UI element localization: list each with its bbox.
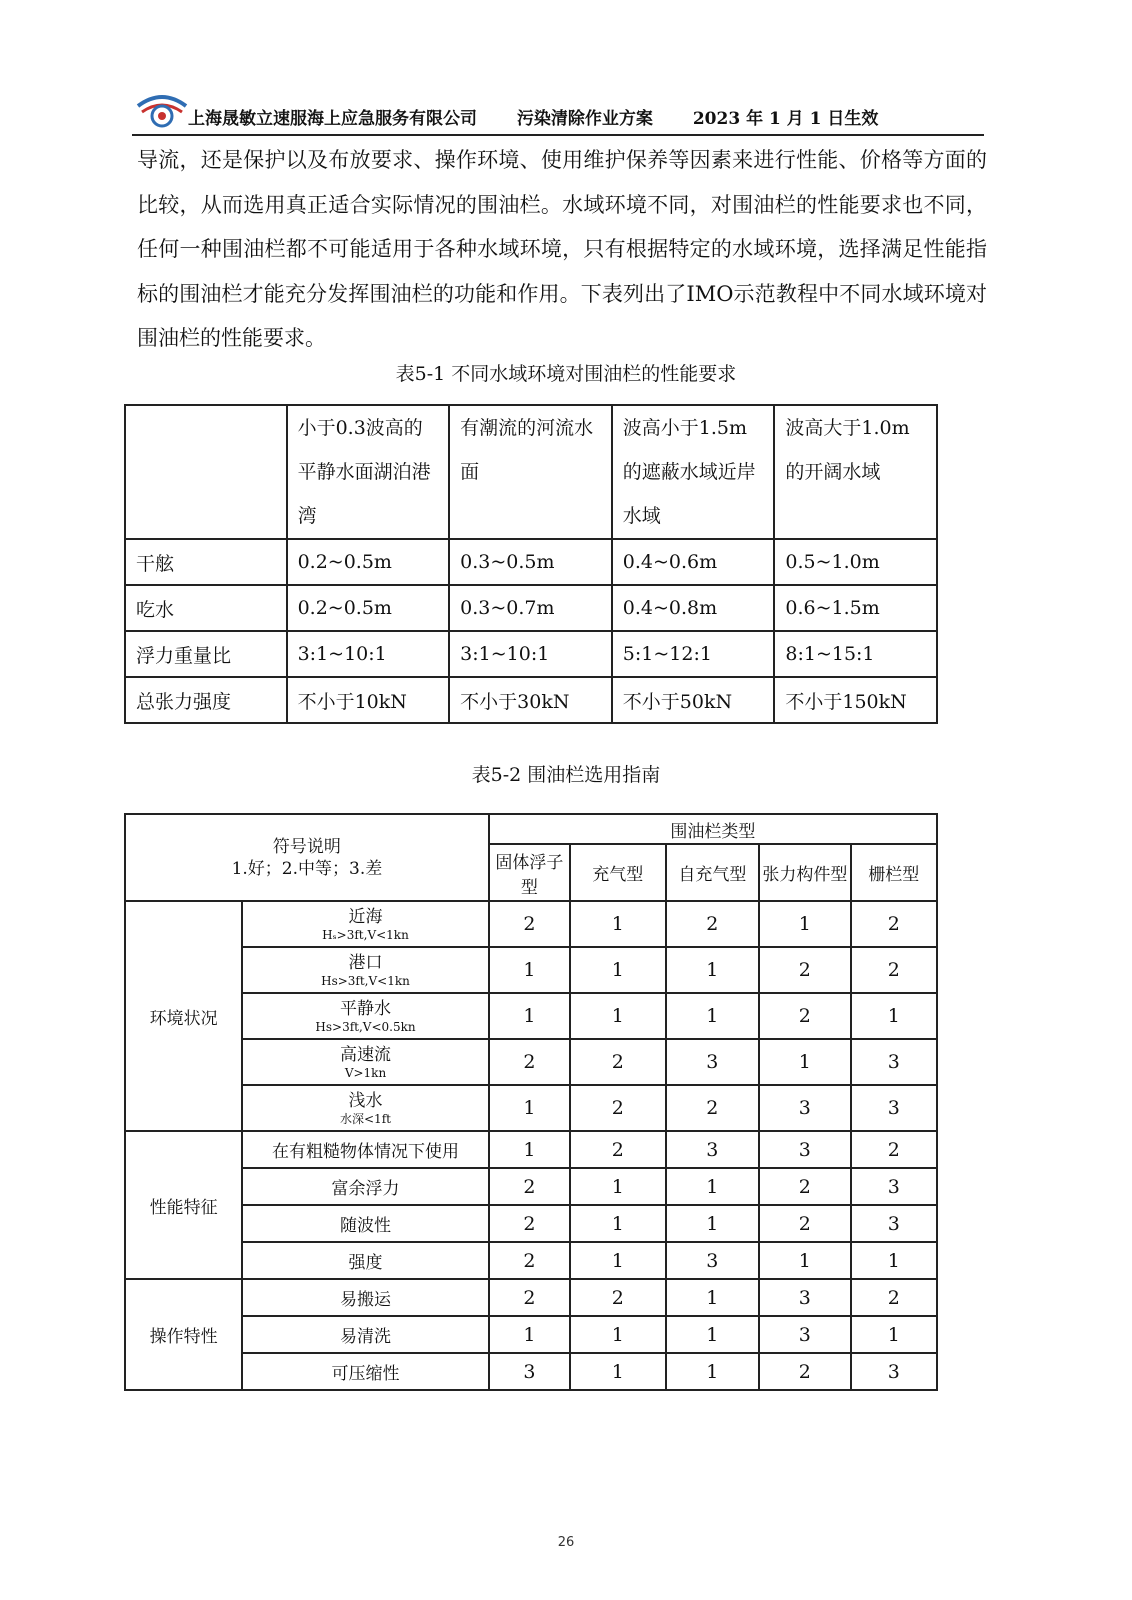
row-sublabel: Hs>3ft,V<1kn [321,974,410,988]
value-cell: 1 [570,901,666,947]
value-cell: 1 [666,1168,760,1205]
table-row [125,631,937,677]
table-boom-selection-guide [124,813,938,1391]
value-cell: 2 [759,1168,850,1205]
table-row [125,585,937,631]
value-cell: 1 [666,993,760,1039]
row-label: 在有粗糙物体情况下使用 [242,1131,489,1168]
value-cell: 1 [570,993,666,1039]
company-logo-icon [136,86,188,130]
value-cell: 2 [759,947,850,993]
value-cell: 2 [489,901,570,947]
value-cell: 2 [489,1242,570,1279]
group-label: 环境状况 [125,901,242,1131]
value-cell: 2 [851,901,937,947]
table1-cell: 0.6~1.5m [774,585,937,631]
type-cell: 充气型 [570,844,666,901]
row-label-cell [242,1085,489,1131]
table1-cell: 不小于50kN [612,677,775,723]
value-cell: 3 [851,1039,937,1085]
legend-title: 符号说明 [272,836,341,857]
type-cell: 固体浮子型 [489,844,570,901]
table-row [125,1353,937,1390]
row-label: 平静水 [339,999,391,1019]
table1-cell: 不小于150kN [774,677,937,723]
table1-cell: 吃水 [125,585,287,631]
value-cell: 3 [759,1085,850,1131]
value-cell: 1 [759,901,850,947]
row-label-cell [242,901,489,947]
value-cell: 1 [489,1085,570,1131]
table-row [125,1279,937,1316]
value-cell: 2 [666,901,760,947]
row-sublabel: Hs>3ft,V<0.5kn [315,1020,416,1034]
value-cell: 1 [570,1168,666,1205]
value-cell: 1 [489,993,570,1039]
value-cell: 1 [570,1205,666,1242]
table-row [125,1242,937,1279]
row-label: 港口 [348,953,383,973]
table1-cell: 3:1~10:1 [287,631,450,677]
table-row [125,1039,937,1085]
value-cell: 1 [759,1039,850,1085]
table-row [125,1168,937,1205]
value-cell: 3 [759,1279,850,1316]
page-number: 26 [557,1535,575,1550]
row-sublabel: 水深<1ft [340,1112,391,1126]
table1-cell: 0.4~0.8m [612,585,775,631]
value-cell: 2 [489,1039,570,1085]
table-row [125,1131,937,1168]
table1-header-cell: 波高大于1.0m的开阔水域 [774,405,937,539]
table1-cell: 干舷 [125,539,287,585]
row-label-cell [242,947,489,993]
table-row [125,677,937,723]
value-cell: 1 [489,1316,570,1353]
value-cell: 3 [851,1085,937,1131]
value-cell: 1 [851,1242,937,1279]
value-cell: 1 [570,1353,666,1390]
value-cell: 2 [570,1131,666,1168]
table1-header-cell [125,405,287,539]
body-paragraph: 导流，还是保护以及布放要求、操作环境、使用维护保养等因素来进行性能、价格等方面的比较，从而选用真正适合实际情况的围油栏。水域环境不同，对围油栏的性能要求也不同，任何一种围油栏都不可能适用于各种水域环境，只有根据特定的水域环境，选择满足性能指标的围油栏才能充分发挥围油栏的功能和作用。下表列出了IMO示范教程中不同水域环境对围油栏的性能要求。 [137,148,987,350]
row-label: 可压缩性 [242,1353,489,1390]
table1-header-cell: 小于0.3波高的平静水面湖泊港湾 [287,405,450,539]
value-cell: 2 [759,993,850,1039]
table2-caption: 表5-2 围油栏选用指南 [471,764,661,786]
group-label: 性能特征 [125,1131,242,1279]
type-cell: 栅栏型 [851,844,937,901]
value-cell: 2 [851,947,937,993]
row-label: 易搬运 [242,1279,489,1316]
table1-cell: 不小于10kN [287,677,450,723]
row-sublabel: Hₛ>3ft,V<1kn [322,928,409,942]
value-cell: 2 [851,1131,937,1168]
table1-header-cell: 波高小于1.5m的遮蔽水域近岸水域 [612,405,775,539]
table1-cell: 0.3~0.5m [449,539,612,585]
table1-cell: 8:1~15:1 [774,631,937,677]
table-row [125,539,937,585]
row-label-cell [242,1039,489,1085]
table2-header-row [125,814,937,844]
table1-cell: 总张力强度 [125,677,287,723]
type-cell: 自充气型 [666,844,760,901]
value-cell: 1 [570,947,666,993]
table-row [125,947,937,993]
value-cell: 2 [489,1168,570,1205]
value-cell: 1 [666,1279,760,1316]
value-cell: 2 [489,1205,570,1242]
legend-cell [125,814,489,901]
table1-cell: 0.5~1.0m [774,539,937,585]
table-row [125,1205,937,1242]
type-cell: 张力构件型 [759,844,850,901]
row-label-cell [242,993,489,1039]
header-text [188,104,912,129]
row-label: 高速流 [339,1045,391,1065]
page-header [132,80,984,136]
row-label: 近海 [348,907,383,927]
table1-cell: 不小于30kN [449,677,612,723]
row-label: 随波性 [242,1205,489,1242]
value-cell: 1 [666,1205,760,1242]
table-row [125,993,937,1039]
table1-cell: 0.4~0.6m [612,539,775,585]
table1-cell: 3:1~10:1 [449,631,612,677]
value-cell: 3 [851,1205,937,1242]
type-header: 围油栏类型 [489,814,937,844]
row-label: 浅水 [348,1091,383,1111]
value-cell: 3 [489,1353,570,1390]
value-cell: 3 [666,1242,760,1279]
value-cell: 2 [570,1085,666,1131]
table1-header-row [125,405,937,539]
value-cell: 2 [489,1279,570,1316]
value-cell: 1 [851,993,937,1039]
value-cell: 3 [851,1168,937,1205]
value-cell: 1 [851,1316,937,1353]
table1-cell: 5:1~12:1 [612,631,775,677]
table1-cell: 0.2~0.5m [287,539,450,585]
value-cell: 2 [759,1205,850,1242]
table1-header-cell: 有潮流的河流水面 [449,405,612,539]
row-label: 易清洗 [242,1316,489,1353]
value-cell: 1 [570,1316,666,1353]
table1-cell: 浮力重量比 [125,631,287,677]
value-cell: 2 [851,1279,937,1316]
value-cell: 1 [489,1131,570,1168]
table-row [125,1316,937,1353]
value-cell: 2 [759,1353,850,1390]
table-row [125,1085,937,1131]
value-cell: 1 [489,947,570,993]
header-doc-title: 污染清除作业方案 [516,109,653,129]
table1-cell: 0.2~0.5m [287,585,450,631]
value-cell: 2 [570,1039,666,1085]
row-label: 强度 [242,1242,489,1279]
table-row [125,901,937,947]
legend-text: 1.好；2.中等；3.差 [231,858,383,879]
value-cell: 3 [851,1353,937,1390]
value-cell: 2 [666,1085,760,1131]
value-cell: 1 [570,1242,666,1279]
value-cell: 2 [570,1279,666,1316]
header-company: 上海晟敏立速服海上应急服务有限公司 [188,109,477,129]
row-label: 富余浮力 [242,1168,489,1205]
value-cell: 3 [666,1131,760,1168]
group-label: 操作特性 [125,1279,242,1390]
value-cell: 3 [759,1131,850,1168]
table1-caption: 表5-1 不同水域环境对围油栏的性能要求 [395,363,737,385]
header-date: 2023 年 1 月 1 日生效 [692,109,879,129]
value-cell: 1 [759,1242,850,1279]
value-cell: 3 [759,1316,850,1353]
value-cell: 3 [666,1039,760,1085]
table1-cell: 0.3~0.7m [449,585,612,631]
value-cell: 1 [666,1316,760,1353]
table-boom-performance [124,404,938,724]
value-cell: 1 [666,1353,760,1390]
value-cell: 1 [666,947,760,993]
row-sublabel: V>1kn [344,1066,387,1080]
